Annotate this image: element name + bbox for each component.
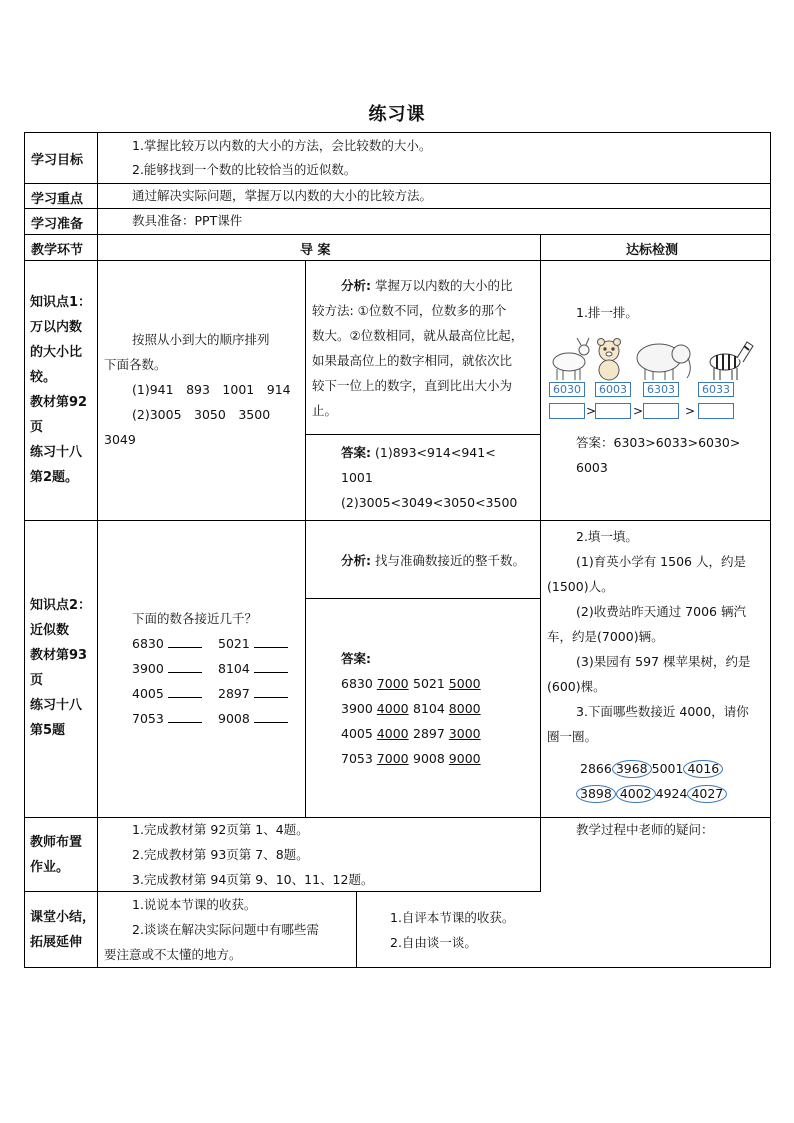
k2-answer-label: 答案: — [341, 651, 371, 666]
k2-analysis: 分析: 找与准确数接近的整千数。 — [341, 553, 525, 568]
zebra-icon — [710, 342, 753, 380]
circled-num-3898[interactable]: 3898 — [576, 785, 616, 803]
k1-analysis-line-4: 如果最高位上的数字相同，就依次比 — [312, 353, 513, 368]
homework-line-1: 1.完成教材第 92页第 1、4题。 — [132, 822, 309, 837]
k1-task-line-5: 3049 — [104, 432, 136, 447]
goal-line-1: 1.掌握比较万以内数的大小的方法，会比较数的大小。 — [132, 138, 432, 153]
goal-line-2: 2.能够找到一个数的比较恰当的近似数。 — [132, 162, 357, 177]
homework-line-2: 2.完成教材第 93页第 7、8题。 — [132, 847, 309, 862]
header-col2: 导 案 — [300, 243, 331, 258]
summary-label: 课堂小结， 拓展延伸 — [30, 910, 96, 950]
circle-row-1 — [580, 756, 723, 781]
prep-label: 学习准备 — [31, 217, 84, 232]
k2-check-1: 2.填一填。 — [576, 529, 638, 544]
gt-sign-2: > — [633, 404, 644, 418]
k1-check-answer-1: 答案：6303>6033>6030> — [576, 435, 741, 450]
k2-pair-row-2b: 8104 — [218, 656, 288, 681]
k1-analysis-line-3: 数大。②位数相同，就从最高位比起， — [312, 328, 524, 343]
num-2866[interactable]: 2866 — [580, 761, 612, 776]
k2-check-7: (600)棵。 — [547, 679, 606, 694]
k1-label: 知识点1： 万以内数 的大小比 较。 教材第92 页 练习十八 第2题。 — [30, 295, 92, 485]
bear-icon — [598, 339, 621, 381]
k2-check-6: (3)果园有 597 棵苹果树，约是 — [576, 654, 751, 669]
k1-check-answer-2: 6003 — [576, 460, 608, 475]
summary-left-1: 1.说说本节课的收获。 — [132, 897, 257, 912]
k2-answer-row-3: 4005 4000 — [341, 726, 409, 741]
k1-answer-line-2: 1001 — [341, 470, 373, 485]
prep-text: 教具准备：PPT课件 — [132, 213, 243, 228]
k2-check-8: 3.下面哪些数接近 4000，请你 — [576, 704, 749, 719]
k2-answer-row-1b: 5021 5000 — [413, 676, 481, 691]
k2-answer-row-4b: 9008 9000 — [413, 751, 481, 766]
k2-pair-row-2: 3900 — [132, 656, 202, 681]
order-box-2[interactable] — [595, 403, 631, 419]
circled-num-4002[interactable]: 4002 — [616, 785, 656, 803]
k2-answer-row-3b: 2897 3000 — [413, 726, 481, 741]
k2-answer-row-4: 7053 7000 — [341, 751, 409, 766]
number-tag-bear: 6003 — [595, 382, 631, 397]
k1-analysis-line-5: 较下一位上的数字，直到比出大小为 — [312, 378, 513, 393]
k1-task-line-1: 按照从小到大的顺序排列 — [132, 332, 270, 347]
k2-check-3: (1500)人。 — [547, 579, 614, 594]
gt-sign-1: > — [586, 404, 597, 418]
summary-right-1: 1.自评本节课的收获。 — [390, 910, 515, 925]
header-col3: 达标检测 — [626, 243, 679, 258]
k2-pair-row-3b: 2897 — [218, 681, 288, 706]
num-4924[interactable]: 4924 — [655, 786, 688, 801]
number-tag-goat: 6030 — [549, 382, 585, 397]
order-box-1[interactable] — [549, 403, 585, 419]
k2-check-5: 车，约是(7000)辆。 — [547, 629, 664, 644]
homework-label: 教师布置 作业。 — [30, 835, 83, 875]
k2-pair-row-3: 4005 — [132, 681, 202, 706]
page-title: 练习课 — [368, 104, 426, 125]
k2-check-9: 圈一圈。 — [547, 729, 598, 744]
teacher-questions: 教学过程中老师的疑问： — [576, 822, 714, 837]
k2-answer-row-2: 3900 4000 — [341, 701, 409, 716]
animals-illustration — [547, 336, 767, 384]
key-text: 通过解决实际问题，掌握万以内数的大小的比较方法。 — [132, 188, 433, 203]
summary-left-2: 2.谈谈在解决实际问题中有哪些需 — [132, 922, 319, 937]
number-tag-zebra: 6033 — [698, 382, 734, 397]
k1-answer-line-3: (2)3005<3049<3050<3500 — [341, 495, 518, 510]
summary-right-2: 2.自由谈一谈。 — [390, 935, 477, 950]
k2-pair-row-1b: 5021 — [218, 631, 288, 656]
k2-answer-row-2b: 8104 8000 — [413, 701, 481, 716]
k2-answer-row-1: 6830 7000 — [341, 676, 409, 691]
k1-analysis-line-1: 分析: 掌握万以内数的大小的比 — [341, 278, 513, 293]
goat-icon — [553, 338, 589, 380]
k2-check-4: (2)收费站昨天通过 7006 辆汽 — [576, 604, 746, 619]
number-tag-elephant: 6303 — [643, 382, 679, 397]
header-col1: 教学环节 — [31, 243, 84, 258]
k2-label: 知识点2： 近似数 教材第93 页 练习十八 第5题 — [30, 598, 92, 738]
circled-num-4027[interactable]: 4027 — [687, 785, 727, 803]
k2-pair-row-4: 7053 — [132, 706, 202, 731]
homework-line-3: 3.完成教材第 94页第 9、10、11、12题。 — [132, 872, 374, 887]
order-box-3[interactable] — [643, 403, 679, 419]
elephant-icon — [637, 344, 690, 380]
summary-left-3: 要注意或不太懂的地方。 — [104, 947, 242, 962]
goal-label: 学习目标 — [31, 153, 84, 168]
circle-row-2 — [576, 781, 727, 806]
k1-analysis-line-2: 较方法: ①位数不同，位数多的那个 — [312, 303, 507, 318]
k2-pair-row-1: 6830 — [132, 631, 202, 656]
k1-task-line-4: (2)3005 3050 3500 — [132, 407, 271, 422]
gt-sign-3: > — [685, 404, 696, 418]
k1-analysis-line-6: 止。 — [312, 403, 338, 418]
k1-check-title: 1.排一排。 — [576, 305, 638, 320]
k1-task-line-3: (1)941 893 1001 914 — [132, 382, 291, 397]
k2-check-2: (1)育英小学有 1506 人，约是 — [576, 554, 746, 569]
key-label: 学习重点 — [31, 192, 84, 207]
k2-pair-row-4b: 9008 — [218, 706, 288, 731]
k1-answer-line-1: 答案: (1)893<914<941< — [341, 445, 496, 460]
num-5001[interactable]: 5001 — [651, 761, 684, 776]
k2-task-title: 下面的数各接近几千？ — [132, 611, 258, 626]
order-box-4[interactable] — [698, 403, 734, 419]
circled-num-3968[interactable]: 3968 — [612, 760, 652, 778]
k1-task-line-2: 下面各数。 — [104, 357, 167, 372]
circled-num-4016[interactable]: 4016 — [683, 760, 723, 778]
